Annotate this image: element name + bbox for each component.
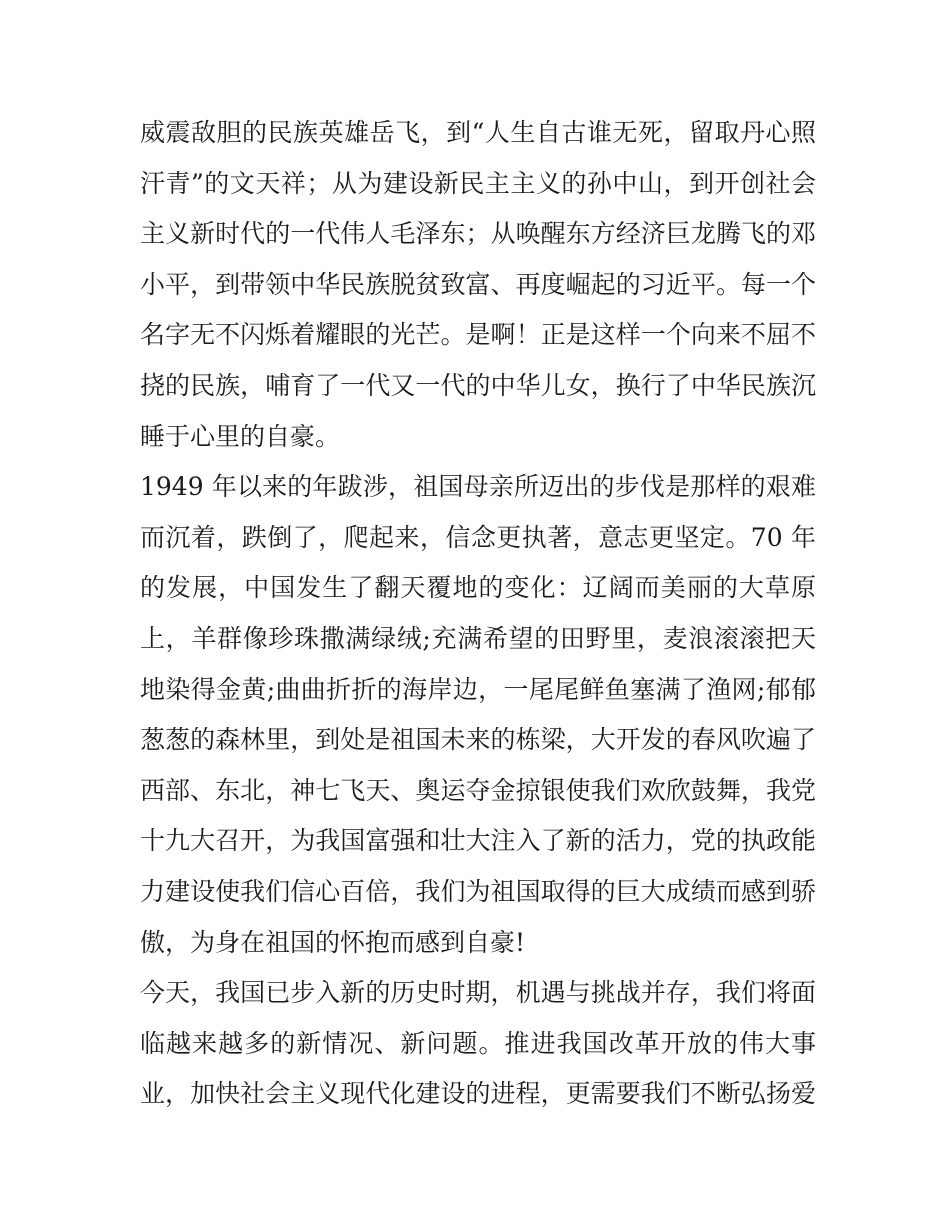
text-line: 上，羊群像珍珠撒满绿绒;充满希望的田野里，麦浪滚滚把天 xyxy=(140,623,816,653)
text-line: 睡于心里的自豪。 xyxy=(140,421,341,451)
text-line: 傲，为身在祖国的怀抱而感到自豪! xyxy=(140,927,526,957)
paragraph-2 xyxy=(140,462,816,968)
text-line: 力建设使我们信心百倍，我们为祖国取得的巨大成绩而感到骄 xyxy=(140,876,816,906)
paragraph-1 xyxy=(140,108,816,462)
text-line: 的发展，中国发生了翻天覆地的变化：辽阔而美丽的大草原 xyxy=(140,573,816,603)
text-line: 而沉着，跌倒了，爬起来，信念更执著，意志更坚定。70 年 xyxy=(140,522,816,552)
text-line: 主义新时代的一代伟人毛泽东；从唤醒东方经济巨龙腾飞的邓 xyxy=(140,219,816,249)
text-line: 业，加快社会主义现代化建设的进程，更需要我们不断弘扬爱 xyxy=(140,1079,816,1109)
text-line: 西部、东北，神七飞天、奥运夺金掠银使我们欢欣鼓舞，我党 xyxy=(140,775,816,805)
text-line: 地染得金黄;曲曲折折的海岸边，一尾尾鲜鱼塞满了渔网;郁郁 xyxy=(140,674,816,704)
text-line: 葱葱的森林里，到处是祖国未来的栋梁，大开发的春风吹遍了 xyxy=(140,725,816,755)
paragraph-3 xyxy=(140,968,816,1120)
text-line: 临越来越多的新情况、新问题。推进我国改革开放的伟大事 xyxy=(140,1028,816,1058)
document-body xyxy=(140,108,816,1120)
text-line: 汗青”的文天祥；从为建设新民主主义的孙中山，到开创社会 xyxy=(140,168,816,198)
text-line: 1949 年以来的年跋涉，祖国母亲所迈出的步伐是那样的艰难 xyxy=(140,472,816,502)
text-line: 十九大召开，为我国富强和壮大注入了新的活力，党的执政能 xyxy=(140,826,816,856)
text-line: 今天，我国已步入新的历史时期，机遇与挑战并存，我们将面 xyxy=(140,978,816,1008)
text-line: 威震敌胆的民族英雄岳飞，到“人生自古谁无死，留取丹心照 xyxy=(140,118,816,147)
text-line: 名字无不闪烁着耀眼的光芒。是啊！正是这样一个向来不屈不 xyxy=(140,320,816,350)
text-line: 挠的民族，哺育了一代又一代的中华儿女，换行了中华民族沉 xyxy=(140,370,816,400)
text-line: 小平，到带领中华民族脱贫致富、再度崛起的习近平。每一个 xyxy=(140,269,816,299)
